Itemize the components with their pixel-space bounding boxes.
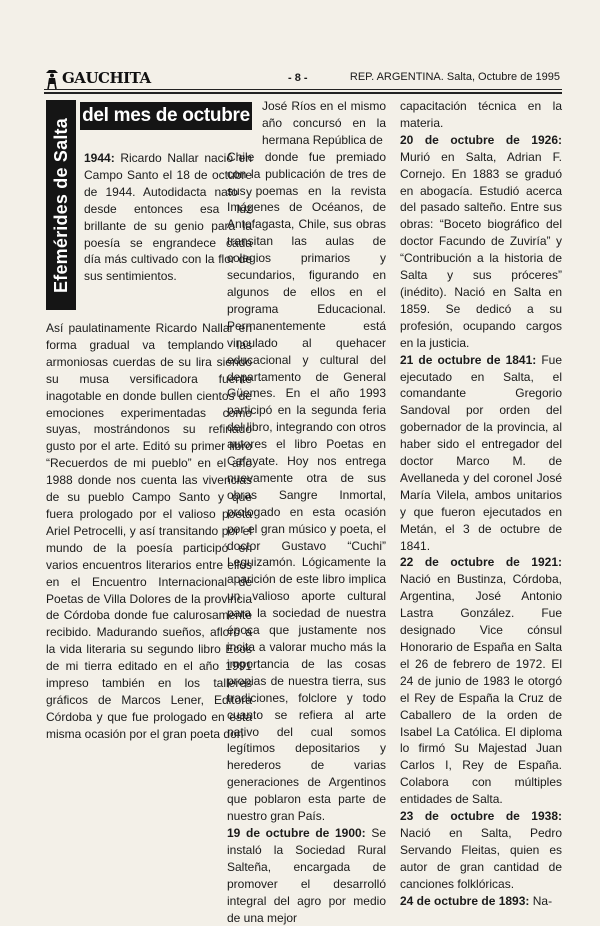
masthead-title: GAUCHITA xyxy=(62,69,151,87)
entry xyxy=(227,825,386,926)
entry-body: Murió en Salta, Adrian F. Cornejo. En 1883 se graduó en abogacía. Estudió acerca del pasado salteño. Entre sus obras: “Boceto biográfico del doctor Facundo de Zuviría” y “Contribución a la historia de Salta y sus próceres” (inédito). Nació en Salta en 1859. Se dedicó a su profesión, ocupando cargos en la justicia. xyxy=(400,149,562,350)
issue-info: REP. ARGENTINA. Salta, Octubre de 1995 xyxy=(349,71,560,83)
article-column-2 xyxy=(227,98,387,925)
entry-body: Se instaló la Sociedad Rural Salteña, encargada de promover el desarrolló integral del agro por medio de una mejor xyxy=(227,825,387,925)
gaucho-figure-icon xyxy=(44,67,60,89)
entry-date: 22 de octubre de 1921: xyxy=(400,555,562,570)
entry-date: 21 de octubre de 1841: xyxy=(400,352,537,367)
page-number: - 8 - xyxy=(288,72,308,84)
header-rule xyxy=(44,89,562,90)
entry-date: 19 de octubre de 1900: xyxy=(227,825,366,840)
entry-date: 1944: xyxy=(84,151,115,165)
entry xyxy=(400,132,562,352)
entry-body: Fue ejecutado en Salta, el comandante Gregorio Sandoval por orden del gobernador de la provincia, al haber sido el entregador del doctor Marco M. de Avellaneda y del coronel José María Vilela, ambos unitarios y que fueron ejecutados en Metán, el 3 de octubre de 1841. xyxy=(400,352,562,553)
article-column-3 xyxy=(400,98,562,908)
header-rule-thick xyxy=(44,92,562,94)
entry-body: Na- xyxy=(529,893,553,908)
section-banner-title: del mes de octubre xyxy=(80,102,252,130)
entry xyxy=(400,352,562,555)
masthead-logo xyxy=(44,66,151,90)
entry xyxy=(400,893,562,910)
entry-body: Ricardo Nallar nació en Campo Santo el 18 de octubre de 1944. Autodidacta nato y desde entonces esa luz brillante de su genio para la poesía se engrandece cada día más cultivado con la flor de sus sentimientos. xyxy=(84,151,252,284)
entry-date: 23 de octubre de 1938: xyxy=(400,809,562,824)
entry-body: Nació en Salta, Pedro Servando Fleitas, quien es autor de gran cantidad de canciones folklóricas. xyxy=(400,825,562,891)
entry-date: 20 de octubre de 1926: xyxy=(400,132,562,147)
section-vertical-title: Efemérides de Salta xyxy=(50,117,71,293)
entry xyxy=(400,554,562,808)
entry-body: Nació en Bustinza, Córdoba, Argentina, José Antonio Lastra González. Fue designado Vice cónsul Honorario de España en Salta el 26 de febrero de 1972. El 24 de junio de 1983 le otorgó el Rey de España la Cruz de Caballero de la orden de Isabel La Católica. El diploma lo firmó Su Majestad Juan Carlos I, Rey de España. Colabora con múltiples entidades de Salta. xyxy=(400,572,562,807)
article-text: Así paulatinamente Ricardo Nallar en forma gradual va templando las armoniosas cuerdas de su lira siendo su musa versificadora fuente inagotable en donde bullen cientos de emociones experimentadas como suyas, mostrándonos su refinado gusto por el arte. Editó su primer libro “Recuerdos de mi pueblo” en el año 1988 donde nos cuenta las vivencias de su pueblo Campo Santo y que fuera prologado por el valioso poeta Ariel Petrocelli, y así transitando por el mundo de la poesía participó en varios encuentros literarios entre ellos en el Encuentro Internacional de Poetas de Villa Dolores de la provincia de Córdoba donde fue calurosamente recibido. Madurando sueños, afloró a la vida literaria su segundo libro Ecos de mi tierra editado en el año 1991 impreso también en los talleres gráficos de Marcos Lener, Editora Córdoba y que fue prologado en esta misma ocasión por el gran poeta don xyxy=(46,321,252,741)
article-text: José Ríos en el mismo año concursó en la hermana República de xyxy=(262,99,386,147)
article-text: capacitación técnica en la materia. xyxy=(400,99,562,130)
entry-date: 24 de octubre de 1893: xyxy=(400,893,530,908)
section-vertical-title-box xyxy=(46,100,76,310)
article-column-1 xyxy=(46,320,252,860)
entry xyxy=(400,808,562,893)
article-text: Chile donde fue premiado con la publicación de tres de sus poemas en la revista Imágenes de Océanos, de Antofagasta, Chile, sus obras transitan las aulas de colegios primarios y secundarios, figurando en algunos de ellos en el programa Educacional. Permanentemente está vinculado al quehacer educacional y cultural del departamento de General Güemes. En el año 1993 participó en la segunda feria del libro, integrando con otros autores el libro Poetas en Cafayate. Hoy nos entrega nuevamente otra de sus obras Sangre Inmortal, prologado en esta ocasión por el gran músico y poeta, el doctor Gustavo “Cuchi” Leguizamón. Lógicamente la aparición de este libro implica un valioso aporte cultural para la sociedad de nuestra época que justamente nos incita a valorar mucho más la importancia de las cosas propias de nuestra tierra, sus tradiciones, folclore y todo cuanto se refiera al arte nativo del cual somos legítimos depositarios y herederos de varias generaciones de Argentinos que poblaron esta parte de nuestro gran País. xyxy=(227,149,386,824)
